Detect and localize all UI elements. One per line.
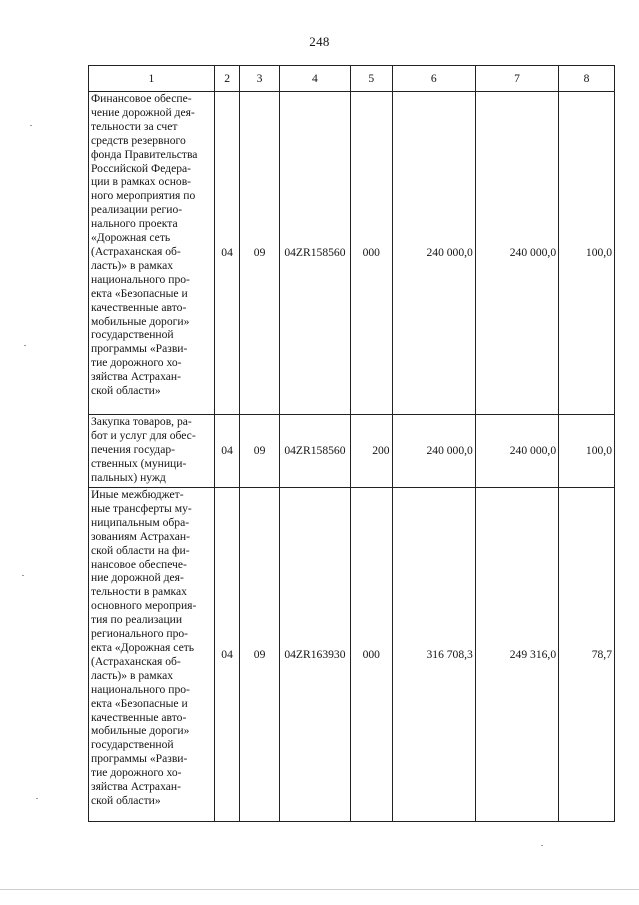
- column-header-6: 6: [392, 66, 475, 92]
- row-subsection-code: 09: [240, 488, 280, 822]
- column-header-1: 1: [89, 66, 215, 92]
- row-section-code: 04: [214, 488, 239, 822]
- page-number: 248: [309, 34, 330, 49]
- row-subsection-code: 09: [240, 415, 280, 488]
- row-percent: 78,7: [559, 488, 615, 822]
- table-row: [89, 415, 615, 488]
- column-header-5: 5: [350, 66, 392, 92]
- row-name: Закупка товаров, ра- бот и услуг для обес- печения государ- ственных (муници- пальных) нужд: [89, 415, 215, 488]
- row-fact-amount: 240 000,0: [475, 415, 558, 488]
- column-header-8: 8: [559, 66, 615, 92]
- row-expense-type: 000: [350, 488, 392, 822]
- row-expense-type: 000: [350, 92, 392, 415]
- scan-speck: [22, 575, 24, 576]
- row-subsection-code: 09: [240, 92, 280, 415]
- row-name: Финансовое обеспе- чение дорожной дея- тельности за счет средств резервного фонда Правительства Российской Федера- ции в рамках основ- ного мероприятия по реализации регио- нального проекта «Дорожная сеть (Астраханская об- ласть)» в рамках национального про- екта «Безопасные и качественные авто- мобильные дороги» государственной программы «Разви- тие дорожного хо- зяйства Астрахан- ской области»: [89, 92, 215, 415]
- row-fact-amount: 240 000,0: [475, 92, 558, 415]
- row-target-article: 04ZR158560: [279, 92, 350, 415]
- row-fact-amount: 249 316,0: [475, 488, 558, 822]
- row-plan-amount: 240 000,0: [392, 92, 475, 415]
- row-section-code: 04: [214, 92, 239, 415]
- row-target-article: 04ZR163930: [279, 488, 350, 822]
- column-header-3: 3: [240, 66, 280, 92]
- table-row: [89, 488, 615, 822]
- row-section-code: 04: [214, 415, 239, 488]
- scan-speck: [24, 345, 26, 346]
- scan-edge-rule: [0, 889, 639, 890]
- table-header-row: [89, 66, 615, 92]
- row-percent: 100,0: [559, 92, 615, 415]
- table-row: [89, 92, 615, 415]
- scan-speck: [541, 845, 543, 846]
- budget-table: [88, 65, 615, 822]
- column-header-7: 7: [475, 66, 558, 92]
- column-header-4: 4: [279, 66, 350, 92]
- column-header-2: 2: [214, 66, 239, 92]
- row-expense-type: 200: [350, 415, 392, 488]
- row-percent: 100,0: [559, 415, 615, 488]
- row-plan-amount: 316 708,3: [392, 488, 475, 822]
- scan-speck: [36, 798, 38, 799]
- scan-speck: [30, 125, 32, 126]
- row-plan-amount: 240 000,0: [392, 415, 475, 488]
- row-name: Иные межбюджет- ные трансферты му- ниципальным обра- зованиям Астрахан- ской области на фи- нансовое обеспече- ние дорожной дея- тельности в рамках основного мероприя- тия по реализации регионального про- екта «Дорожная сеть (Астраханская об- ласть)» в рамках национального про- екта «Безопасные и качественные авто- мобильные дороги» государственной программы «Разви- тие дорожного хо- зяйства Астрахан- ской области»: [89, 488, 215, 822]
- row-target-article: 04ZR158560: [279, 415, 350, 488]
